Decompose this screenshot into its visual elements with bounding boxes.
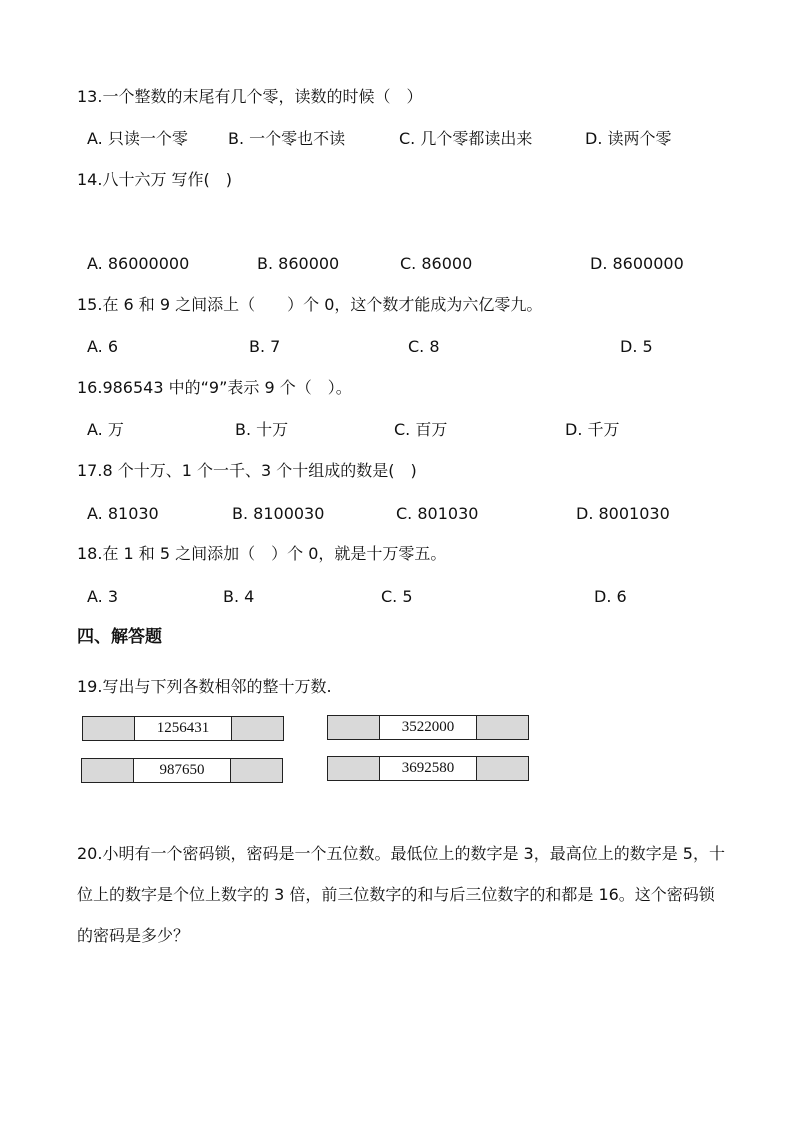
answer-cell-left[interactable] [328, 716, 379, 739]
q16-option-b: B. 十万 [235, 420, 289, 439]
number-box-4 [327, 756, 529, 781]
q18-option-c: C. 5 [381, 587, 413, 606]
q16-option-d: D. 千万 [565, 420, 620, 439]
q17-option-d: D. 8001030 [576, 504, 670, 523]
q18-option-d: D. 6 [594, 587, 627, 606]
number-box-3 [81, 758, 283, 783]
question-17: 17.8 个十万、1 个一千、3 个十组成的数是( ) [77, 461, 417, 480]
answer-cell-right[interactable] [232, 717, 283, 740]
question-18: 18.在 1 和 5 之间添加（ ）个 0，就是十万零五。 [77, 544, 447, 563]
number-value: 987650 [133, 759, 230, 782]
question-15: 15.在 6 和 9 之间添上（ ）个 0，这个数才能成为六亿零九。 [77, 295, 543, 314]
question-19: 19.写出与下列各数相邻的整十万数. [77, 677, 332, 696]
answer-cell-left[interactable] [328, 757, 379, 780]
q15-option-a: A. 6 [87, 337, 119, 356]
number-value: 3522000 [379, 716, 476, 739]
q16-option-c: C. 百万 [394, 420, 448, 439]
number-box-2 [327, 715, 529, 740]
q15-option-d: D. 5 [620, 337, 653, 356]
q15-option-b: B. 7 [249, 337, 281, 356]
question-20: 20.小明有一个密码锁，密码是一个五位数。最低位上的数字是 3，最高位上的数字是 5，十位上的数字是个位上数字的 3 倍，前三位数字的和与后三位数字的和都是 16。这个密码锁的密码是多少？ [77, 844, 725, 945]
answer-cell-left[interactable] [83, 717, 134, 740]
q18-option-b: B. 4 [223, 587, 255, 606]
q17-option-c: C. 801030 [396, 504, 479, 523]
answer-cell-right[interactable] [477, 716, 528, 739]
number-value: 1256431 [134, 717, 231, 740]
q15-option-c: C. 8 [408, 337, 440, 356]
number-box-1 [82, 716, 284, 741]
q16-option-a: A. 万 [87, 420, 124, 439]
q14-option-a: A. 86000000 [87, 254, 190, 273]
answer-cell-right[interactable] [477, 757, 528, 780]
question-13: 13.一个整数的末尾有几个零，读数的时候（ ） [77, 87, 423, 106]
answer-cell-left[interactable] [82, 759, 133, 782]
q13-option-c: C. 几个零都读出来 [399, 129, 533, 148]
number-value: 3692580 [379, 757, 476, 780]
question-16: 16.986543 中的“9”表示 9 个（ ）。 [77, 378, 352, 397]
q17-option-b: B. 8100030 [232, 504, 325, 523]
q14-option-d: D. 8600000 [590, 254, 684, 273]
q14-option-c: C. 86000 [400, 254, 473, 273]
q14-option-b: B. 860000 [257, 254, 340, 273]
q18-option-a: A. 3 [87, 587, 119, 606]
question-14: 14.八十六万 写作( ) [77, 170, 233, 189]
q13-option-b: B. 一个零也不读 [228, 129, 346, 148]
q13-option-d: D. 读两个零 [585, 129, 672, 148]
q13-option-a: A. 只读一个零 [87, 129, 188, 148]
q17-option-a: A. 81030 [87, 504, 159, 523]
answer-cell-right[interactable] [231, 759, 282, 782]
section-heading: 四、解答题 [77, 627, 162, 647]
